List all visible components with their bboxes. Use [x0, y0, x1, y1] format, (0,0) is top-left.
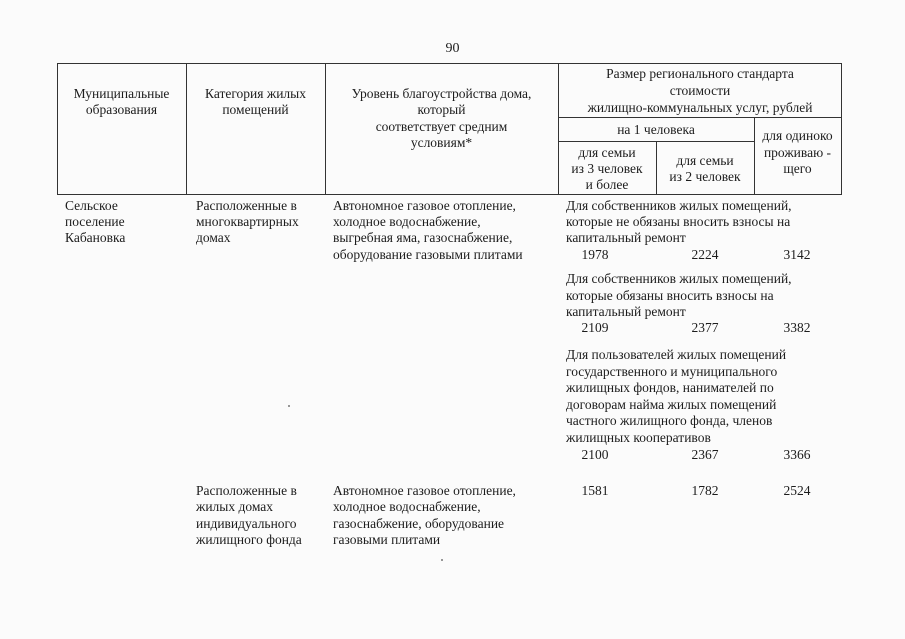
scan-speck — [288, 405, 290, 407]
header-per-person: на 1 человека — [617, 122, 695, 137]
page-number: 90 — [445, 41, 460, 56]
scan-speck — [441, 559, 443, 561]
